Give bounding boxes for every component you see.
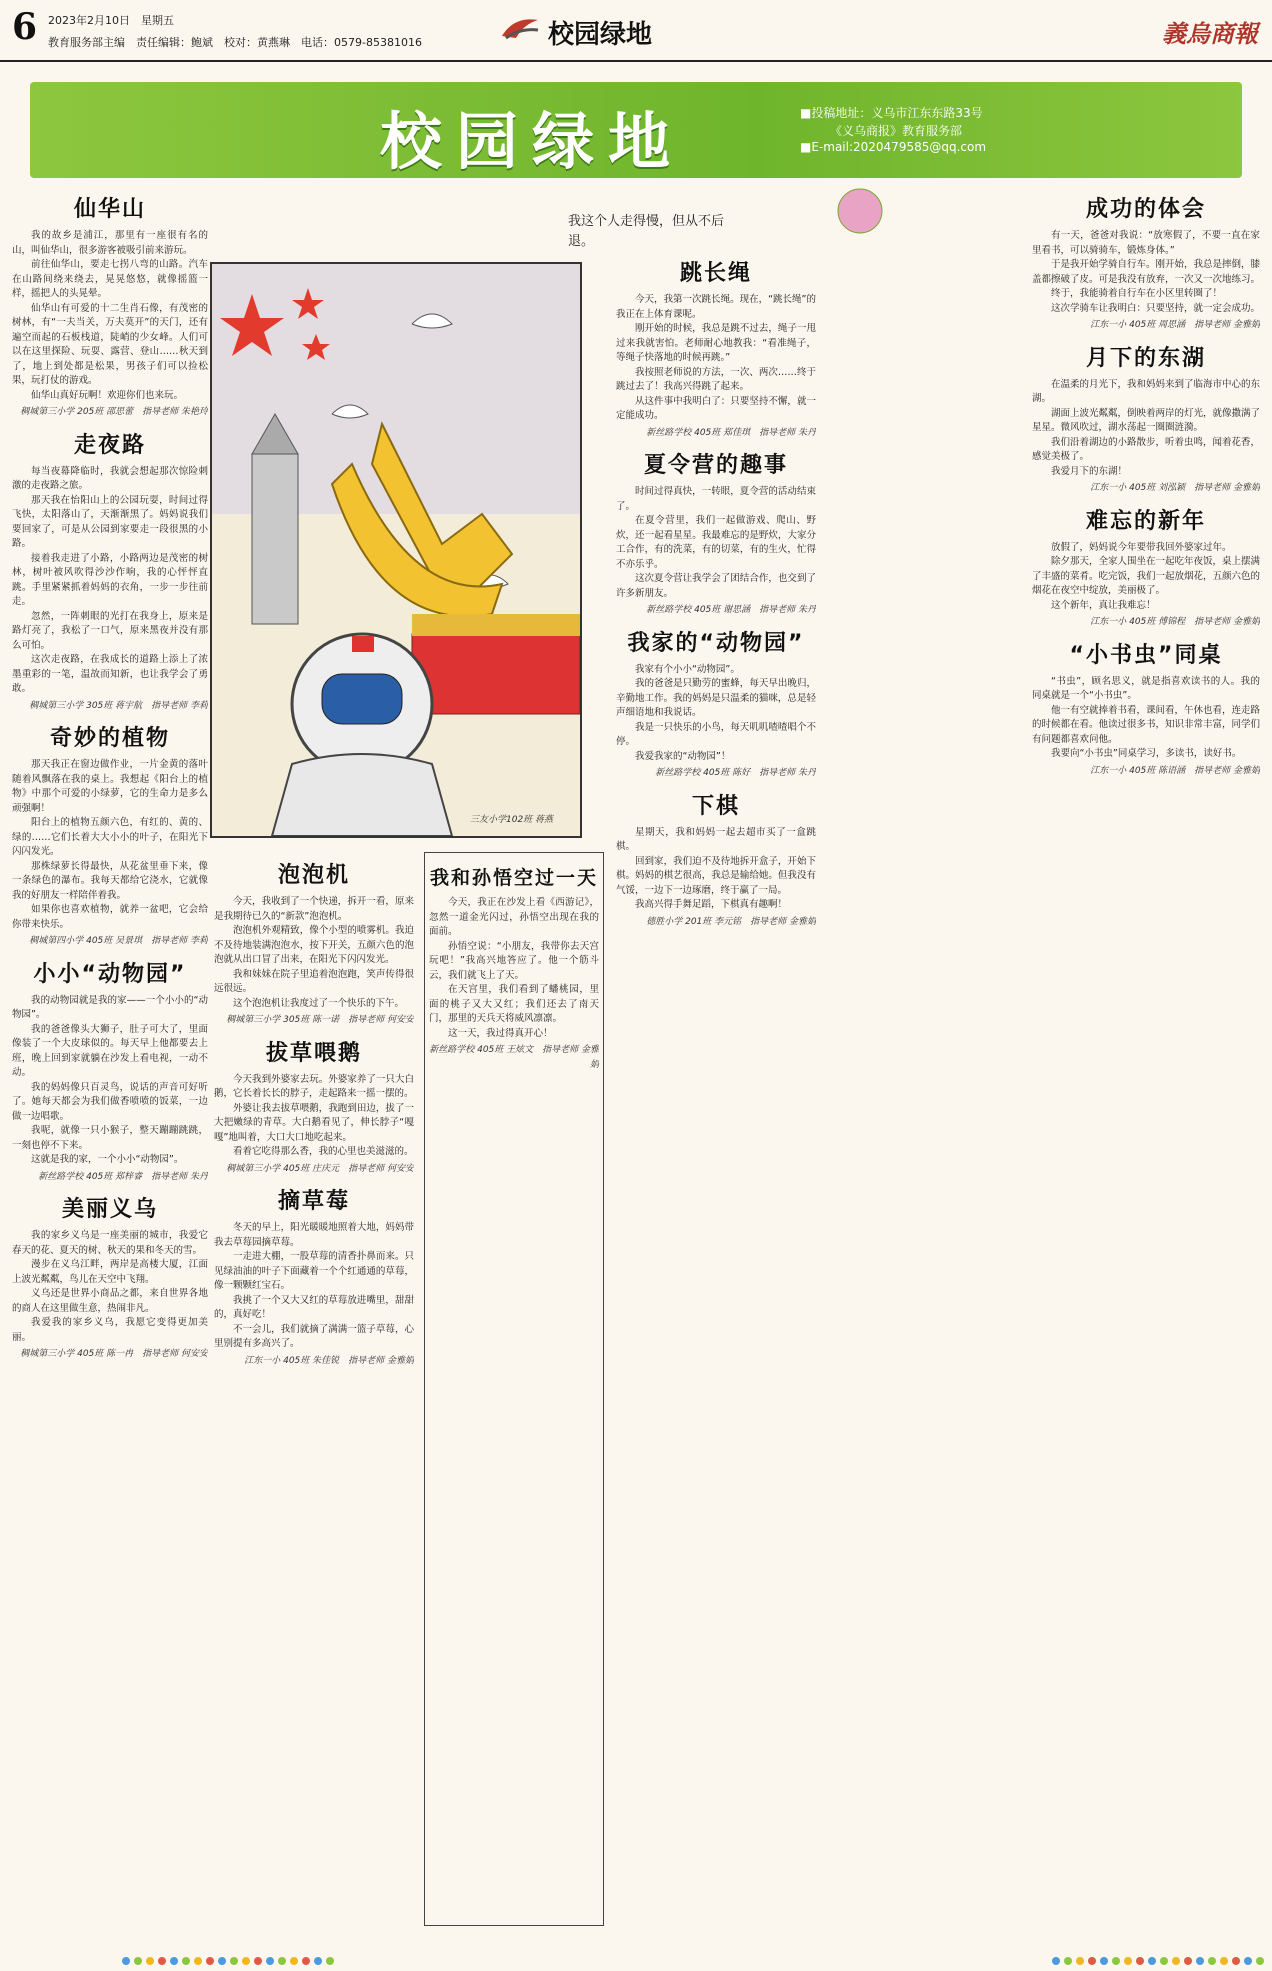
article-paragraph: 这次夏令营让我学会了团结合作，也交到了许多新朋友。: [616, 573, 816, 599]
article-author: 稠城第三小学 305班 陈一诺 指导老师 何安安: [226, 1015, 414, 1025]
article-paragraph: 那株绿萝长得最快，从花盆里垂下来，像一条绿色的瀑布。我每天都给它浇水，它就像我的好朋友一样陪伴着我。: [12, 860, 208, 901]
contribution-dept: 《义乌商报》教育服务部: [830, 124, 963, 138]
page-number: 6: [12, 6, 38, 48]
article-paragraph: 这个泡泡机让我度过了一个快乐的下午。: [233, 997, 405, 1009]
newspaper-logo: 義烏商報: [1162, 19, 1258, 48]
article-paragraph: 我的故乡是浦江，那里有一座很有名的山，叫仙华山，很多游客被吸引前来游玩。: [12, 230, 208, 256]
footer-dot: [1208, 1957, 1216, 1965]
article-paragraph: 我的爸爸是只勤劳的蜜蜂，每天早出晚归，辛勤地工作。我的妈妈是只温柔的猫咪，总是轻声细语地和我说话。: [616, 678, 816, 718]
article-title: 摘草莓: [277, 1189, 350, 1214]
article-paragraph: 孙悟空说：“小朋友，我带你去天宫玩吧！”我高兴地答应了。他一个筋斗云，我们就飞上了天。: [429, 940, 599, 981]
footer-dot: [1244, 1957, 1252, 1965]
footer-dot: [242, 1957, 250, 1965]
article-paragraph: 从这件事中我明白了：只要坚持不懈，就一定能成功。: [616, 395, 816, 421]
banner-quote: 我这个人走得慢，但从不后退。: [568, 214, 725, 249]
article-body: [12, 758, 208, 932]
article-paragraph: 泡泡机外观精致，像个小型的喷雾机。我迫不及待地装满泡泡水，按下开关，五颜六色的泡泡就从出口冒了出来，在阳光下闪闪发光。: [214, 925, 414, 965]
article-paragraph: 今天，我第一次跳长绳。现在，“跳长绳”的我正在上体育课呢。: [616, 294, 816, 320]
article-title: 拔草喂鹅: [265, 1040, 362, 1066]
issue-date: 2023年2月10日 星期五: [48, 14, 174, 27]
footer-dot: [1232, 1957, 1240, 1965]
article-paragraph: 一走进大棚，一股草莓的清香扑鼻而来。只见绿油油的叶子下面藏着一个个红通通的草莓，像一颗颗红宝石。: [214, 1251, 414, 1291]
article-paragraph: 那天我在怡阳山上的公园玩耍，时间过得飞快，太阳落山了，天渐渐黑了。妈妈说我们要回家了，可是从公园到家要走一段很黑的小路。: [12, 494, 208, 549]
footer-dot: [1160, 1957, 1168, 1965]
footer-dot: [158, 1957, 166, 1965]
article-author: 新丝路学校 405班 谢思涵 指导老师 朱丹: [646, 605, 816, 615]
column-3: [616, 250, 816, 1936]
footer-dot: [1136, 1957, 1144, 1965]
article-paragraph: 星期天，我和妈妈一起去超市买了一盒跳棋。: [616, 826, 816, 852]
article-body: [616, 293, 816, 424]
article-paragraph: 于是我开始学骑自行车。刚开始，我总是摔倒，膝盖都擦破了皮。可是我没有放弃，一次又一次地练习。: [1032, 259, 1260, 285]
article-paragraph: 在夏令营里，我们一起做游戏、爬山、野炊，还一起看星星。我最难忘的是野炊，大家分工合作，有的洗菜，有的切菜，有的生火，忙得不亦乐乎。: [616, 515, 816, 570]
footer-dot: [278, 1957, 286, 1965]
footer-dots-left: [120, 1950, 336, 1969]
article-author: 江东一小 405班 周思涵 指导老师 金雅娟: [1090, 320, 1260, 330]
article-paragraph: 我爱我家的“动物园”！: [635, 750, 731, 762]
footer-dot: [1184, 1957, 1192, 1965]
article-title: “小书虫”同桌: [1069, 642, 1223, 668]
footer-dot: [302, 1957, 310, 1965]
contribution-address: ■投稿地址：义乌市江东东路33号: [800, 106, 983, 120]
article-author: 江东一小 405班 朱佳锐 指导老师 金雅娟: [244, 1355, 414, 1366]
article-body: [12, 465, 208, 697]
footer-dot: [146, 1957, 154, 1965]
article-author: 稠城第四小学 405班 吴景琪 指导老师 李莉: [29, 936, 208, 946]
article-body: [429, 896, 599, 1041]
article-title: 美丽义乌: [61, 1197, 158, 1222]
article-paragraph: 不一会儿，我们就摘了满满一篮子草莓，心里别提有多高兴了。: [214, 1323, 414, 1349]
footer-dot: [1172, 1957, 1180, 1965]
painting-caption: 三友小学102班 蒋燕: [470, 815, 554, 825]
article-paragraph: 这次走夜路，在我成长的道路上添上了浓墨重彩的一笔，温故而知新，也让我学会了勇敢。: [12, 654, 208, 694]
contribution-email: ■E-mail:2020479585@qq.com: [800, 140, 987, 154]
article-paragraph: 义乌还是世界小商品之都，来自世界各地的商人在这里做生意，热闹非凡。: [12, 1288, 208, 1314]
article-title: 难忘的新年: [1085, 508, 1206, 534]
article-body: [1032, 675, 1260, 762]
article-paragraph: 回到家，我们迫不及待地拆开盒子，开始下棋。妈妈的棋艺很高，我总是输给她。但我没有气馁，一边下一边琢磨，终于赢了一局。: [616, 855, 816, 896]
footer-dot: [314, 1957, 322, 1965]
article-title: 仙华山: [73, 197, 146, 222]
article-title: 跳长绳: [679, 261, 752, 286]
article-paragraph: 今天我到外婆家去玩。外婆家养了一只大白鹅，它长着长长的脖子，走起路来一摇一摆的。: [214, 1073, 414, 1099]
article-author: 江东一小 405班 傅锦程 指导老师 金雅娟: [1090, 617, 1260, 627]
article-author: 新丝路学校 405班 郑佳琪 指导老师 朱丹: [646, 427, 816, 438]
article-title: 我和孙悟空过一天: [429, 867, 598, 889]
column-4: [1032, 186, 1260, 1936]
footer-dot: [1100, 1957, 1108, 1965]
footer-dot: [1088, 1957, 1096, 1965]
article-title: 成功的体会: [1085, 197, 1206, 222]
footer-dot: [122, 1957, 130, 1965]
footer-dot: [1064, 1957, 1072, 1965]
article-body: [12, 229, 208, 403]
article-paragraph: 每当夜幕降临时，我就会想起那次惊险刺激的走夜路之旅。: [12, 465, 208, 491]
article-paragraph: 我的家乡义乌是一座美丽的城市，我爱它春天的花、夏天的树、秋天的果和冬天的雪。: [12, 1230, 208, 1256]
article-title: 小小“动物园”: [33, 961, 187, 987]
article-paragraph: 仙华山有可爱的十二生肖石像，有茂密的树林，有“一夫当关，万夫莫开”的天门，还有遍空而起的石板栈道，陡峭的少女峰。人们可以在这里探险、玩耍、露营、登山……秋天到了，地上到处都是松果，男孩子们可以捡松果，玩打仗的游戏。: [12, 302, 208, 386]
article-author: 江东一小 405班 陈语涵 指导老师 金雅娟: [1090, 765, 1260, 776]
article-paragraph: 如果你也喜欢植物，就养一盆吧，它会给你带来快乐。: [12, 904, 208, 930]
article-paragraph: 除夕那天，全家人围坐在一起吃年夜饭，桌上摆满了丰盛的菜肴。吃完饭，我们一起放烟花，五颜六色的烟花在夜空中绽放，美丽极了。: [1032, 556, 1260, 596]
article-author: 稠城第三小学 405班 庄庆元 指导老师 何安安: [226, 1163, 414, 1174]
article-paragraph: 时间过得真快，一转眼，夏令营的活动结束了。: [616, 486, 816, 512]
student-painting: [210, 262, 582, 838]
article-body: [616, 826, 816, 913]
article-paragraph: 我爱月下的东湖！: [1051, 465, 1128, 477]
footer-dot: [134, 1957, 142, 1965]
article-author: 江东一小 405班 刘泓颖 指导老师 金雅娟: [1090, 483, 1260, 493]
article-paragraph: 我高兴得手舞足蹈，下棋真有趣啊！: [635, 899, 788, 910]
banner-title: 校园绿地: [380, 105, 685, 178]
article-paragraph: 阳台上的植物五颜六色，有红的、黄的、绿的……它们长着大大小小的叶子，在阳光下闪闪发光。: [12, 817, 208, 857]
article-paragraph: 接着我走进了小路，小路两边是茂密的树林，树叶被风吹得沙沙作响，我的心怦怦直跳。手里紧紧抓着妈妈的衣角，一步一步往前走。: [12, 552, 208, 607]
footer-dot: [254, 1957, 262, 1965]
article-body: [12, 994, 208, 1168]
article-body: [214, 1221, 414, 1352]
footer-dot: [266, 1957, 274, 1965]
footer-dot: [218, 1957, 226, 1965]
article-paragraph: 这个新年，真让我难忘！: [1051, 599, 1156, 611]
article-paragraph: 我按照老师说的方法，一次、两次……终于跳过去了！我高兴得跳了起来。: [616, 366, 816, 392]
footer-dot: [182, 1957, 190, 1965]
article-paragraph: 看着它吃得那么香，我的心里也美滋滋的。: [233, 1146, 414, 1157]
article-paragraph: 今天，我收到了一个快递，拆开一看，原来是我期待已久的“新款”泡泡机。: [214, 896, 414, 922]
article-title: 奇妙的植物: [49, 726, 170, 751]
article-title: 泡泡机: [277, 863, 350, 888]
page-footer: [0, 1940, 1272, 1971]
footer-dot: [290, 1957, 298, 1965]
footer-dot: [1124, 1957, 1132, 1965]
footer-dot: [230, 1957, 238, 1965]
article-paragraph: 今天，我正在沙发上看《西游记》，忽然一道金光闪过，孙悟空出现在我的面前。: [429, 897, 599, 937]
article-paragraph: 我和妹妹在院子里追着泡泡跑，笑声传得很远很远。: [214, 968, 414, 994]
section-logo-icon: [498, 14, 542, 42]
article-paragraph: 忽然，一阵刺眼的光打在我身上，原来是路灯亮了，我松了一口气，原来黑夜并没有那么可怕。: [12, 610, 208, 651]
article-paragraph: 前往仙华山，要走七拐八弯的山路。汽车在山路间绕来绕去，晃晃悠悠，就像摇篮一样，摇把人的头晃晕。: [12, 259, 208, 299]
article-body: [12, 1229, 208, 1345]
article-paragraph: 我挑了一个又大又红的草莓放进嘴里，甜甜的，真好吃！: [214, 1294, 414, 1320]
planet-decoration-icon: [830, 186, 890, 236]
article-body: [1032, 229, 1260, 316]
article-body: [616, 485, 816, 601]
footer-dot: [1256, 1957, 1264, 1965]
footer-dot: [1220, 1957, 1228, 1965]
article-paragraph: 他一有空就捧着书看，课间看，午休也看，连走路的时候都在看。他读过很多书，知识非常丰富，同学们有问题都喜欢问他。: [1032, 704, 1260, 745]
article-paragraph: 我们沿着湖边的小路散步，听着虫鸣，闻着花香，感觉美极了。: [1032, 436, 1260, 462]
footer-dot: [1196, 1957, 1204, 1965]
article-author: 新丝路学校 405班 陈好 指导老师 朱丹: [655, 768, 816, 778]
article-body: [1032, 378, 1260, 480]
section-name: 校园绿地: [548, 20, 653, 50]
article-paragraph: 这一天，我过得真开心！: [448, 1027, 553, 1039]
article-paragraph: 我要向“小书虫”同桌学习，多读书，读好书。: [1051, 748, 1242, 759]
article-author: 德胜小学 201班 李元铭 指导老师 金雅娟: [646, 916, 816, 927]
footer-dot: [326, 1957, 334, 1965]
footer-dot: [206, 1957, 214, 1965]
article-body: [214, 895, 414, 1011]
article-author: 稠城第三小学 205班 邵思蕾 指导老师 朱艳玲: [20, 407, 208, 417]
footer-dots-right: [1050, 1950, 1266, 1969]
footer-dot: [1112, 1957, 1120, 1965]
article-paragraph: 我呢，就像一只小猴子，整天蹦蹦跳跳，一刻也停不下来。: [12, 1125, 208, 1151]
article-paragraph: 我爱我的家乡义乌，我愿它变得更加美丽。: [12, 1317, 208, 1343]
article-paragraph: 我家有个小小“动物园”。: [635, 663, 740, 675]
footer-dot: [170, 1957, 178, 1965]
article-paragraph: 在温柔的月光下，我和妈妈来到了临海市中心的东湖。: [1032, 378, 1260, 404]
editor-credits: 教育服务部主编 责任编辑：鲍斌 校对：黄燕琳 电话：0579-85381016: [48, 36, 422, 49]
footer-dot: [1148, 1957, 1156, 1965]
article-paragraph: 这就是我的家，一个小小“动物园”。: [31, 1154, 184, 1165]
article-paragraph: 湖面上波光粼粼，倒映着两岸的灯光，就像撒满了星星。微风吹过，湖水荡起一圈圈涟漪。: [1032, 407, 1260, 433]
article-title: 月下的东湖: [1085, 345, 1206, 371]
footer-dot: [1052, 1957, 1060, 1965]
boxed-article: [424, 852, 604, 1926]
article-paragraph: 放假了，妈妈说今年要带我回外婆家过年。: [1051, 541, 1232, 553]
article-author: 新丝路学校 405班 郑梓睿 指导老师 朱丹: [38, 1171, 208, 1182]
footer-dot: [1076, 1957, 1084, 1965]
article-paragraph: 终于，我能骑着自行车在小区里转圈了！: [1051, 288, 1223, 299]
column-2: [214, 852, 414, 1938]
article-paragraph: 仙华山真好玩啊！欢迎你们也来玩。: [31, 389, 184, 401]
column-1: [12, 186, 208, 1936]
article-title: 我家的“动物园”: [627, 630, 805, 656]
article-author: 稠城第三小学 405班 陈一冉 指导老师 何安安: [20, 1349, 208, 1359]
article-body: [214, 1073, 414, 1160]
article-author: 稠城第三小学 305班 蒋宇航 指导老师 李莉: [29, 700, 208, 711]
article-paragraph: 有一天，爸爸对我说：“放寒假了，不要一直在家里看书，可以骑骑车，锻炼身体。”: [1032, 230, 1260, 256]
article-paragraph: 漫步在义乌江畔，两岸是高楼大厦，江面上波光粼粼，鸟儿在天空中飞翔。: [12, 1259, 208, 1285]
article-paragraph: 我的爸爸像头大狮子，肚子可大了，里面像装了一个大皮球似的。每天早上他都要去上班，晚上回到家就躺在沙发上看电视，一动不动。: [12, 1023, 208, 1078]
article-body: [616, 663, 816, 765]
article-author: 新丝路学校 405班 王炫文 指导老师 金雅娟: [429, 1045, 599, 1070]
article-paragraph: 冬天的早上，阳光暖暖地照着大地，妈妈带我去草莓园摘草莓。: [214, 1222, 414, 1248]
article-paragraph: 我是一只快乐的小鸟，每天叽叽喳喳唱个不停。: [616, 721, 816, 747]
article-paragraph: 我的动物园就是我的家——一个小小的“动物园”。: [12, 994, 208, 1020]
article-body: [1032, 541, 1260, 614]
article-paragraph: 外婆让我去拔草喂鹅，我跑到田边，拔了一大把嫩绿的青草。大白鹅看见了，伸长脖子“嘎嘎”地叫着，大口大口地吃起来。: [214, 1102, 414, 1143]
article-title: 下棋: [691, 793, 740, 819]
article-title: 走夜路: [73, 432, 146, 458]
footer-dot: [194, 1957, 202, 1965]
article-paragraph: 这次学骑车让我明白：只要坚持，就一定会成功。: [1051, 302, 1260, 314]
article-paragraph: 我的妈妈像只百灵鸟，说话的声音可好听了。她每天都会为我们做香喷喷的饭菜，一边做一边唱歌。: [12, 1081, 208, 1122]
article-title: 夏令营的趣事: [643, 453, 788, 478]
article-paragraph: 刚开始的时候，我总是跳不过去，绳子一甩过来我就害怕。老师耐心地教我：“看准绳子，等绳子快落地的时候再跳。”: [616, 323, 816, 363]
article-paragraph: 在天宫里，我们看到了蟠桃园，里面的桃子又大又红；我们还去了南天门，那里的天兵天将威风凛凛。: [429, 984, 599, 1024]
article-paragraph: 那天我正在窗边做作业，一片金黄的落叶随着风飘落在我的桌上。我想起《阳台上的植物》中那个可爱的小绿萝，它的生命力是多么顽强啊！: [12, 759, 208, 814]
article-paragraph: “书虫”，顾名思义，就是指喜欢读书的人。我的同桌就是一个“小书虫”。: [1032, 675, 1260, 701]
